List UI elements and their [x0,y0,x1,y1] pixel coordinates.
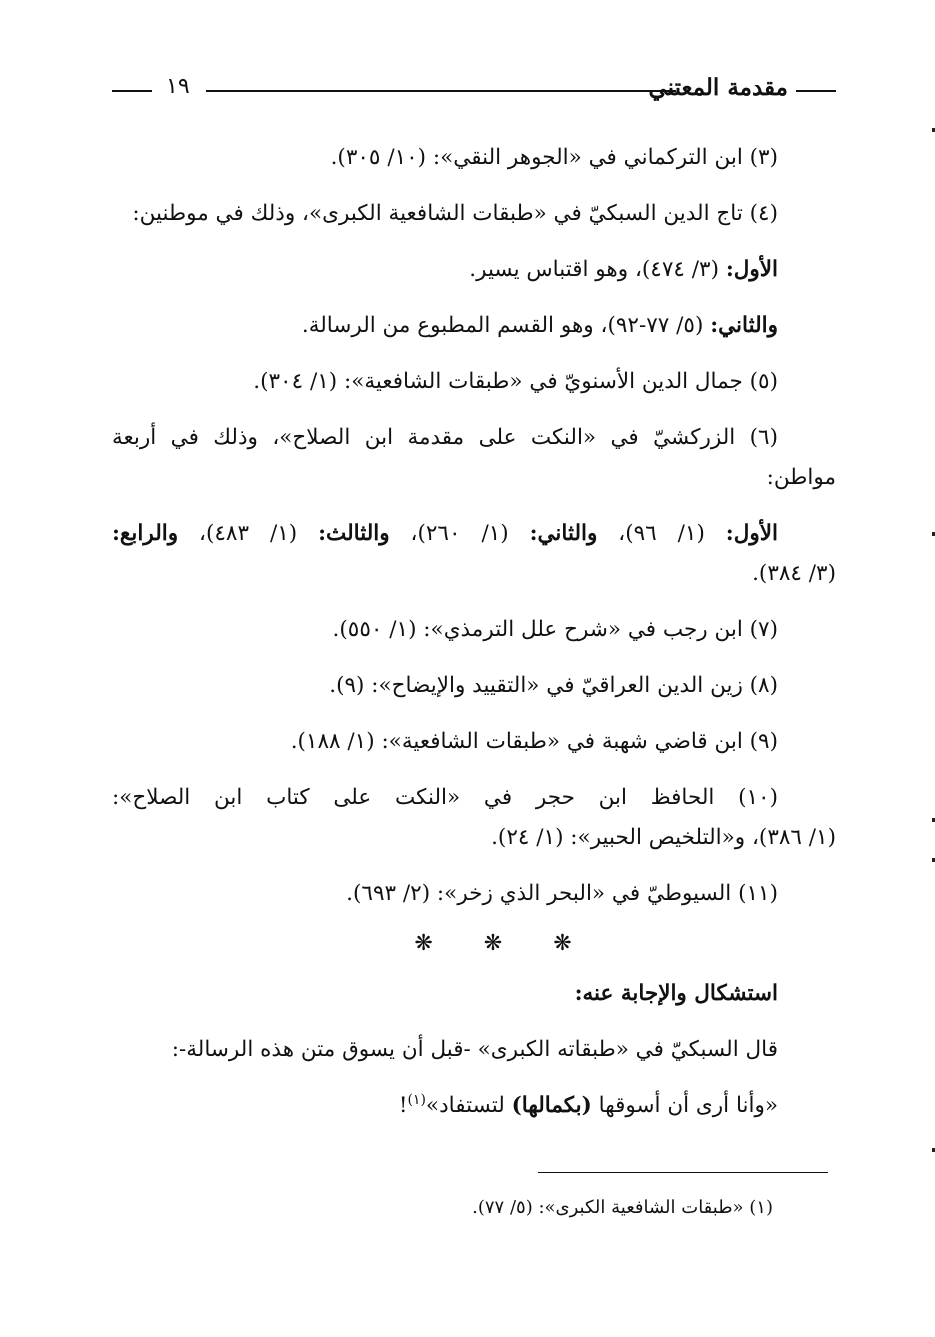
entry-4-first [112,250,836,290]
entry-4: (٤) تاج الدين السبكيّ في «طبقات الشافعية الكبرى»، وذلك في موطنين: [132,201,778,226]
section-quote [112,1086,836,1126]
entry-9: (٩) ابن قاضي شهبة في «طبقات الشافعية»: (١/ ١٨٨). [290,729,778,754]
entry-6-continued: مواطن: [766,465,836,490]
footnote-rule [538,1172,828,1173]
entry-6: (٦) الزركشيّ في «النكت على مقدمة ابن الصلاح»، وذلك في أربعة [112,425,778,450]
section-paragraph: قال السبكيّ في «طبقاته الكبرى» -قبل أن يسوق متن هذه الرسالة-: [171,1037,778,1062]
footnote-reference[interactable]: (١) [407,1091,426,1108]
entry-6-locations [112,514,836,554]
location-second: (١/ ٢٦٠)، [389,521,530,546]
entry-3: (٣) ابن التركماني في «الجوهر النقي»: (١٠/ ٣٠٥). [330,145,778,170]
location-fourth: (٣/ ٣٨٤). [752,561,836,586]
entry-8: (٨) زين الدين العراقيّ في «التقييد والإيضاح»: (٩). [329,673,778,698]
entry-11: (١١) السيوطيّ في «البحر الذي زخر»: (٢/ ٦٩٣). [346,881,778,906]
running-title: مقدمة المعتني [648,74,788,101]
quote-bold-word: (بكمالها) [511,1093,592,1118]
quote-text-end: لتستفاد» [425,1093,512,1118]
page-number: ١٩ [166,74,190,99]
location-first: (١/ ٩٦)، [597,521,726,546]
label-first: الأول: [725,257,778,282]
label-first: الأول: [725,521,778,546]
footnote: (١) «طبقات الشافعية الكبرى»: (٥/ ٧٧). [472,1197,773,1218]
label-second: والثاني: [529,521,598,546]
running-header [112,72,836,108]
header-rule-middle [206,90,676,92]
entry-10-continued: (١/ ٣٨٦)، و«التلخيص الحبير»: (١/ ٢٤). [491,825,836,850]
entry-4-second-text: (٥/ ٧٧-٩٢)، وهو القسم المطبوع من الرسالة. [301,313,711,338]
entry-4-first-text: (٣/ ٤٧٤)، وهو اقتباس يسير. [469,257,726,282]
entry-7: (٧) ابن رجب في «شرح علل الترمذي»: (١/ ٥٥٠). [332,617,778,642]
label-second: والثاني: [710,313,778,338]
quote-exclamation: ! [398,1093,408,1118]
entry-4-second [112,306,836,346]
entry-10: (١٠) الحافظ ابن حجر في «النكت على كتاب ابن الصلاح»: [112,785,778,810]
entry-5: (٥) جمال الدين الأسنويّ في «طبقات الشافعية»: (١/ ٣٠٤). [253,369,778,394]
header-rule-right [796,90,836,92]
label-third: والثالث: [318,521,390,546]
quote-text-start: «وأنا أرى أن أسوقها [591,1093,778,1118]
page-body [112,138,836,1126]
section-heading: استشكال والإجابة عنه: [574,981,778,1006]
header-rule-left [112,90,152,92]
section-separator: ❋ ❋ ❋ [414,931,594,956]
location-third: (١/ ٤٨٣)، [178,521,319,546]
label-fourth: والرابع: [112,521,179,546]
